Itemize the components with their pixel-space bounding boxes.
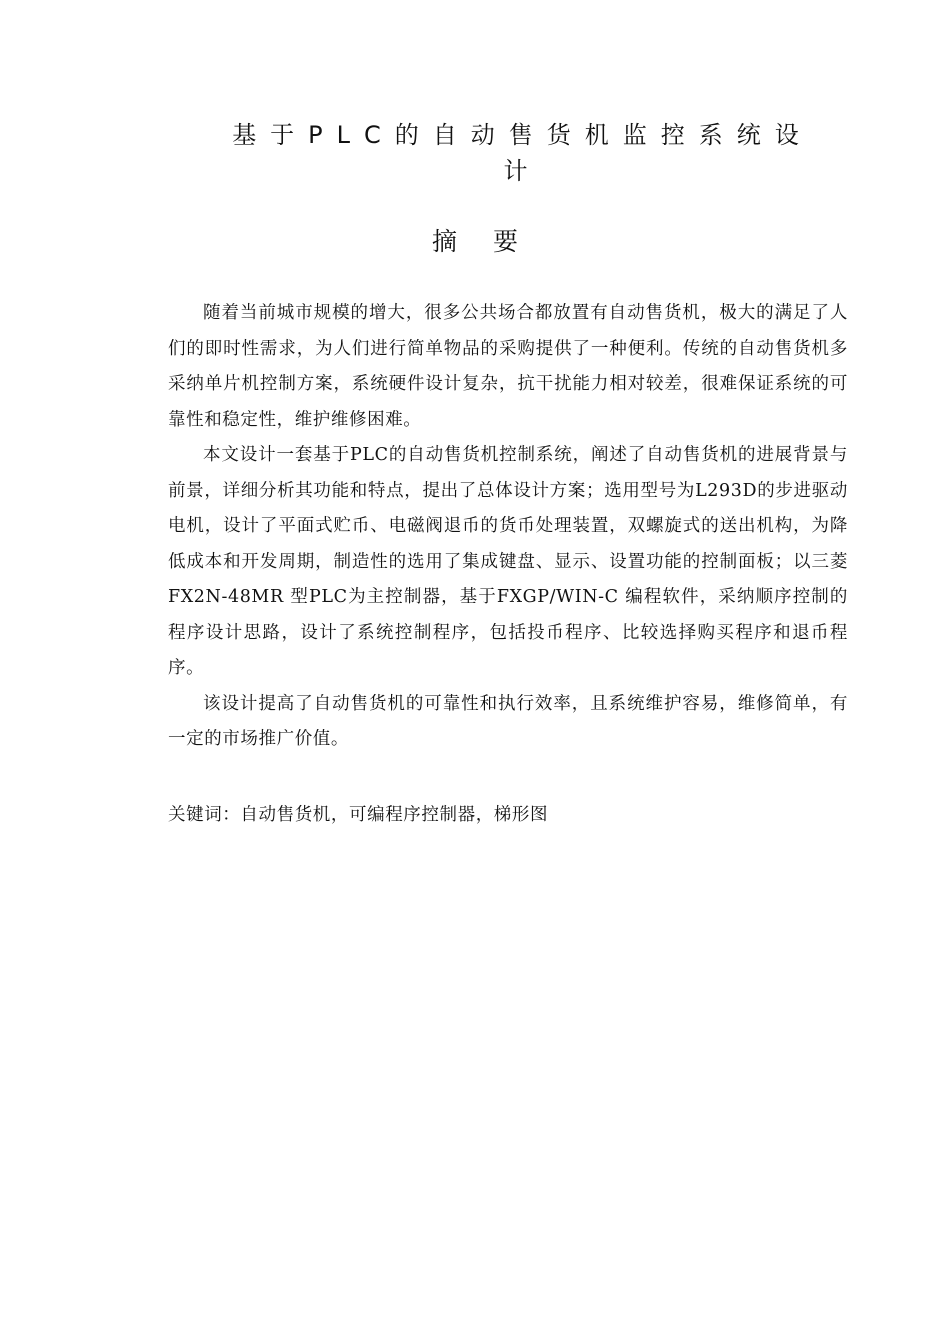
document-title-line-1: 基于PLC的自动售货机监控系统设 bbox=[232, 121, 813, 149]
keywords-line bbox=[168, 800, 848, 830]
abstract-heading: 摘要 bbox=[431, 227, 554, 256]
abstract-paragraph-1: 随着当前城市规模的增大，很多公共场合都放置有自动售货机，极大的满足了人们的即时性需求，为人们进行简单物品的采购提供了一种便利。传统的自动售货机多采纳单片机控制方案，系统硬件设计复杂，抗干扰能力相对较差，很难保证系统的可靠性和稳定性，维护维修困难。 bbox=[168, 303, 848, 430]
keywords-label: 关键词： bbox=[168, 805, 241, 825]
abstract-body bbox=[168, 296, 848, 758]
abstract-paragraph-3: 该设计提高了自动售货机的可靠性和执行效率，且系统维护容易，维修简单，有一定的市场推广价值。 bbox=[168, 693, 848, 749]
keywords-text: 自动售货机，可编程序控制器，梯形图 bbox=[240, 805, 549, 825]
document-title-line-2: 计 bbox=[503, 157, 542, 185]
abstract-paragraph-2: 本文设计一套基于PLC的自动售货机控制系统，阐述了自动售货机的进展背景与前景，详细分析其功能和特点，提出了总体设计方案；选用型号为L293D的步进驱动电机，设计了平面式贮币、电磁阀退币的货币处理装置，双螺旋式的送出机构，为降低成本和开发周期，制造性的选用了集成键盘、显示、设置功能的控制面板；以三菱FX2N-48MR 型PLC为主控制器，基于FXGP/WIN-C 编程软件，采纳顺序控制的程序设计思路，设计了系统控制程序，包括投币程序、比较选择购买程序和退币程序。 bbox=[168, 445, 848, 678]
